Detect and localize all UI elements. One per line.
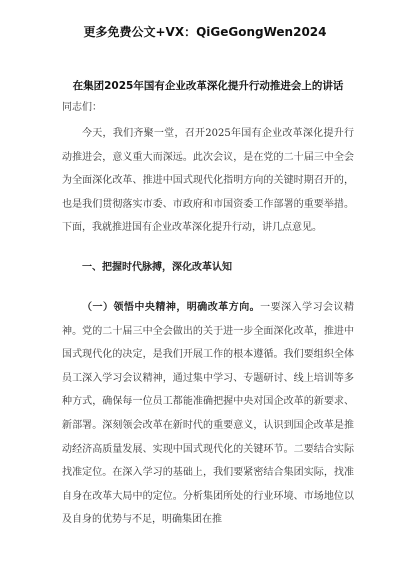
- document-title: 在集团2025年国有企业改革深化提升行动推进会上的讲话: [72, 80, 344, 92]
- header-watermark-text: 更多免费公文+VX：QiGeGongWen2024: [83, 25, 327, 39]
- paragraph-subsection: [62, 296, 354, 532]
- subsection-body: 一要深入学习会议精神。党的二十届三中全会做出的关于进一步全面深化改革，推进中国式现代化的决定，是我们开展工作的根本遵循。我们要组织全体员工深入学习会议精神，通过集中学习、专题研讨、线上培训等多种方式，确保每一位员工都能准确把握中央对国企改革的新要求、新部署。深刻领会改革在新时代的重要意义，认识到国企改革是推动经济高质量发展、实现中国式现代化的关键环节。二要结合实际找准定位。在深入学习的基础上，我们要紧密结合集团实际，找准自身在改革大局中的定位。分析集团所处的行业环境、市场地位以及自身的优势与不足，明确集团在推: [62, 302, 355, 526]
- salutation: 同志们：: [62, 102, 102, 113]
- paragraph-intro: 今天，我们齐聚一堂，召开2025年国有企业改革深化提升行动推进会，意义重大而深远。此次会议，是在党的二十届三中全会为全面深化改革、推进中国式现代化指明方向的关键时期召开的，也是我们贯彻落实市委、市政府和市国资委工作部署的重要举措。下面，我就推进国有企业改革深化提升行动，讲几点意见。: [62, 128, 354, 234]
- section-heading: 一、把握时代脉搏，深化改革认知: [82, 262, 232, 273]
- subsection-heading: （一）领悟中央精神，明确改革方向。: [82, 302, 261, 313]
